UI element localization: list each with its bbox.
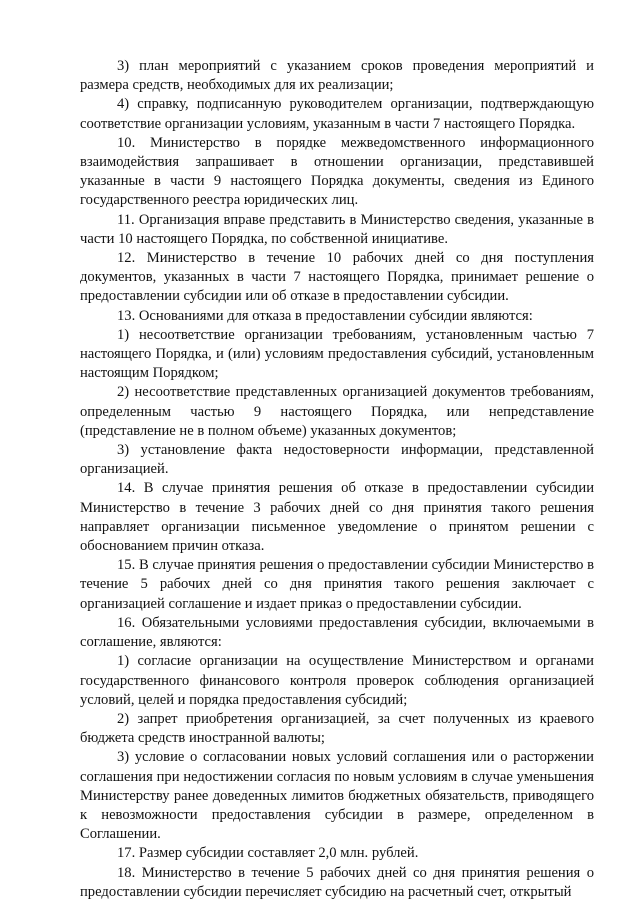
paragraph: 3) план мероприятий с указанием сроков проведения мероприятий и размера средств, необходимых для их реализации; xyxy=(80,58,594,94)
paragraph: 16. Обязательными условиями предоставления субсидии, включаемыми в соглашение, являются: xyxy=(80,614,594,651)
paragraph: 3) установление факта недостоверности информации, представленной организацией. xyxy=(80,442,594,478)
paragraph: 4) справку, подписанную руководителем организации, подтверждающую соответствие организации условиям, указанным в части 7 настоящего Порядка. xyxy=(80,96,594,132)
paragraph: 11. Организация вправе представить в Министерство сведения, указанные в части 10 настоящего Порядка, по собственной инициативе. xyxy=(80,211,594,247)
paragraph: 2) несоответствие представленных организацией документов требованиям, определенным частью 9 настоящего Порядка, или непредставление (представление не в полном объеме) указанных документов; xyxy=(80,384,594,439)
paragraph: 10. Министерство в порядке межведомственного информационного взаимодействия запрашивает в отношении организации, представившей указанные в части 9 настоящего Порядка документы, сведения из Единого государственного реестра юридических лиц. xyxy=(80,134,594,209)
paragraph: 12. Министерство в течение 10 рабочих дней со дня поступления документов, указанных в части 7 настоящего Порядка, принимает решение о предоставлении субсидии или об отказе в предоставлении субсидии. xyxy=(80,250,594,305)
paragraph: 2) запрет приобретения организацией, за счет полученных из краевого бюджета средств иностранной валюты; xyxy=(80,710,594,747)
paragraph: 17. Размер субсидии составляет 2,0 млн. рублей. xyxy=(117,845,419,862)
paragraph: 18. Министерство в течение 5 рабочих дней со дня принятия решения о предоставлении субсидии перечисляет субсидию на расчетный счет, открытый xyxy=(80,864,594,900)
paragraph: 3) условие о согласовании новых условий соглашения или о расторжении соглашения при недостижении согласия по новым условиям в случае уменьшения Министерству ранее доведенных лимитов бюджетных обязательств, приводящего к невозможности предоставления субсидии в размере, определенном в Соглашении. xyxy=(80,749,594,843)
paragraph: 13. Основаниями для отказа в предоставлении субсидии являются: xyxy=(117,307,533,324)
paragraph: 1) согласие организации на осуществление Министерством и органами государственного финансового контроля проверок соблюдения организацией условий, целей и порядка предоставления субсидий; xyxy=(80,653,594,708)
paragraph: 1) несоответствие организации требованиям, установленным частью 7 настоящего Порядка, и (или) условиям предоставления субсидий, установленным настоящим Порядком; xyxy=(80,326,594,382)
paragraph: 15. В случае принятия решения о предоставлении субсидии Министерство в течение 5 рабочих дней со дня принятия такого решения заключает с организацией соглашение и издает приказ о предоставлении субсидии. xyxy=(80,557,594,612)
paragraph: 14. В случае принятия решения об отказе в предоставлении субсидии Министерство в течение 3 рабочих дней со дня принятия такого решения направляет организации письменное уведомление о принятом решении с обоснованием причин отказа. xyxy=(80,480,594,555)
